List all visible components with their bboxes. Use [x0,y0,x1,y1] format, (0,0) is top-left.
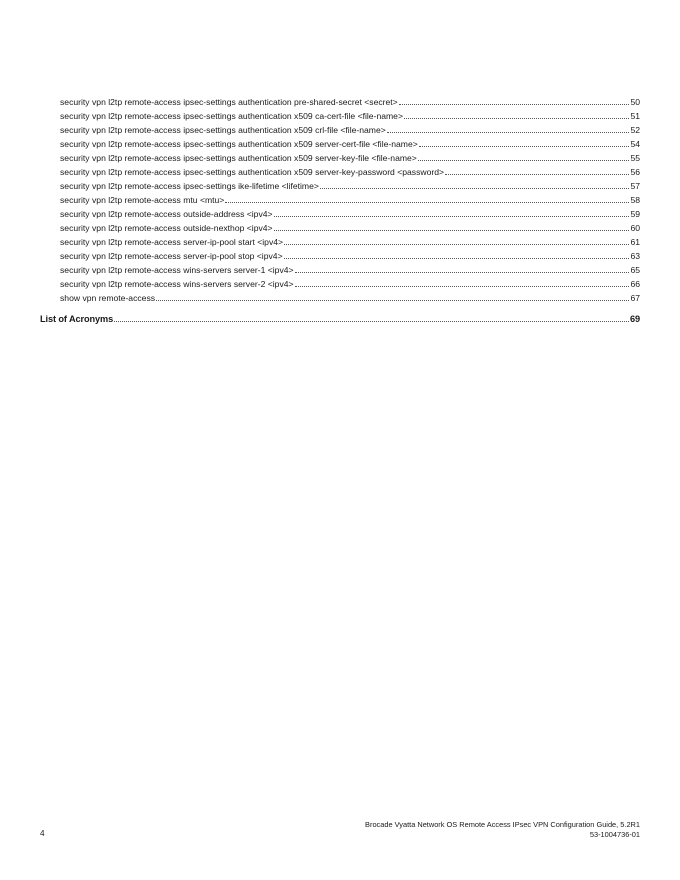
toc-entry-title: security vpn l2tp remote-access ipsec-settings authentication x509 ca-cert-file <file-name> [60,111,403,121]
toc-dot-leader [399,103,630,105]
toc-dot-leader [274,229,630,231]
footer-page-number: 4 [40,829,45,838]
toc-entry-page: 51 [630,111,640,121]
toc-chapter-page: 69 [629,314,640,324]
toc-dot-leader [419,145,630,147]
toc-entry-page: 56 [630,167,640,177]
toc-entry-page: 59 [630,209,640,219]
toc-entry-title: security vpn l2tp remote-access server-ip-pool stop <ipv4> [60,251,283,261]
toc-dot-leader [295,285,630,287]
toc-chapter-title: List of Acronyms [40,314,114,324]
toc-entry[interactable] [40,179,640,193]
toc-entry[interactable] [40,95,640,109]
toc-entry-title: show vpn remote-access [60,293,156,303]
toc-entry-page: 61 [630,237,640,247]
toc-entry[interactable] [40,193,640,207]
toc-entry-title: security vpn l2tp remote-access outside-nexthop <ipv4> [60,223,273,233]
toc-dot-leader [295,271,630,273]
toc-entry[interactable] [40,165,640,179]
toc-entry-page: 58 [630,195,640,205]
toc-dot-leader [225,201,629,203]
toc-dot-leader [320,187,630,189]
toc-entry-title: security vpn l2tp remote-access server-ip-pool start <ipv4> [60,237,284,247]
toc-entry-page: 60 [630,223,640,233]
toc-dot-leader [274,215,630,217]
toc-entry-page: 66 [630,279,640,289]
toc-entry-title: security vpn l2tp remote-access ipsec-settings authentication x509 crl-file <file-name> [60,125,386,135]
toc-dot-leader [387,131,630,133]
toc-entry-title: security vpn l2tp remote-access ipsec-settings authentication x509 server-key-file <file-name> [60,153,417,163]
toc-entry[interactable] [40,277,640,291]
toc-entry-title: security vpn l2tp remote-access wins-servers server-1 <ipv4> [60,265,294,275]
table-of-contents [40,95,640,326]
toc-entry-title: security vpn l2tp remote-access wins-servers server-2 <ipv4> [60,279,294,289]
toc-chapter-entry[interactable] [40,312,640,326]
toc-entry[interactable] [40,263,640,277]
toc-entry-title: security vpn l2tp remote-access ipsec-settings authentication pre-shared-secret <secret> [60,97,398,107]
toc-dot-leader [404,117,629,119]
toc-entry[interactable] [40,151,640,165]
toc-entry[interactable] [40,249,640,263]
toc-entry[interactable] [40,137,640,151]
toc-entry[interactable] [40,123,640,137]
toc-entry-page: 52 [630,125,640,135]
toc-entry-title: security vpn l2tp remote-access ipsec-settings authentication x509 server-cert-file <file-name> [60,139,418,149]
toc-entry-page: 57 [630,181,640,191]
footer-doc-title: Brocade Vyatta Network OS Remote Access IPsec VPN Configuration Guide, 5.2R1 [365,820,640,829]
toc-dot-leader [156,299,629,301]
toc-entry[interactable] [40,207,640,221]
toc-entry-title: security vpn l2tp remote-access outside-address <ipv4> [60,209,273,219]
toc-entry-title: security vpn l2tp remote-access mtu <mtu> [60,195,225,205]
toc-entry-page: 50 [630,97,640,107]
toc-entry[interactable] [40,235,640,249]
toc-dot-leader [445,173,629,175]
toc-entry-page: 67 [630,293,640,303]
toc-dot-leader [418,159,630,161]
toc-entry[interactable] [40,221,640,235]
toc-dot-leader [284,243,629,245]
toc-entry[interactable] [40,109,640,123]
toc-dot-leader [114,320,629,322]
footer-doc-info [365,820,640,839]
toc-entry-page: 55 [630,153,640,163]
footer-doc-number: 53-1004736-01 [589,829,640,839]
toc-entry-title: security vpn l2tp remote-access ipsec-settings ike-lifetime <lifetime> [60,181,319,191]
toc-entry-title: security vpn l2tp remote-access ipsec-settings authentication x509 server-key-password <password> [60,167,445,177]
toc-entry-page: 54 [630,139,640,149]
toc-entry-page: 63 [630,251,640,261]
toc-dot-leader [284,257,630,259]
toc-entry-page: 65 [630,265,640,275]
toc-entry[interactable] [40,291,640,305]
